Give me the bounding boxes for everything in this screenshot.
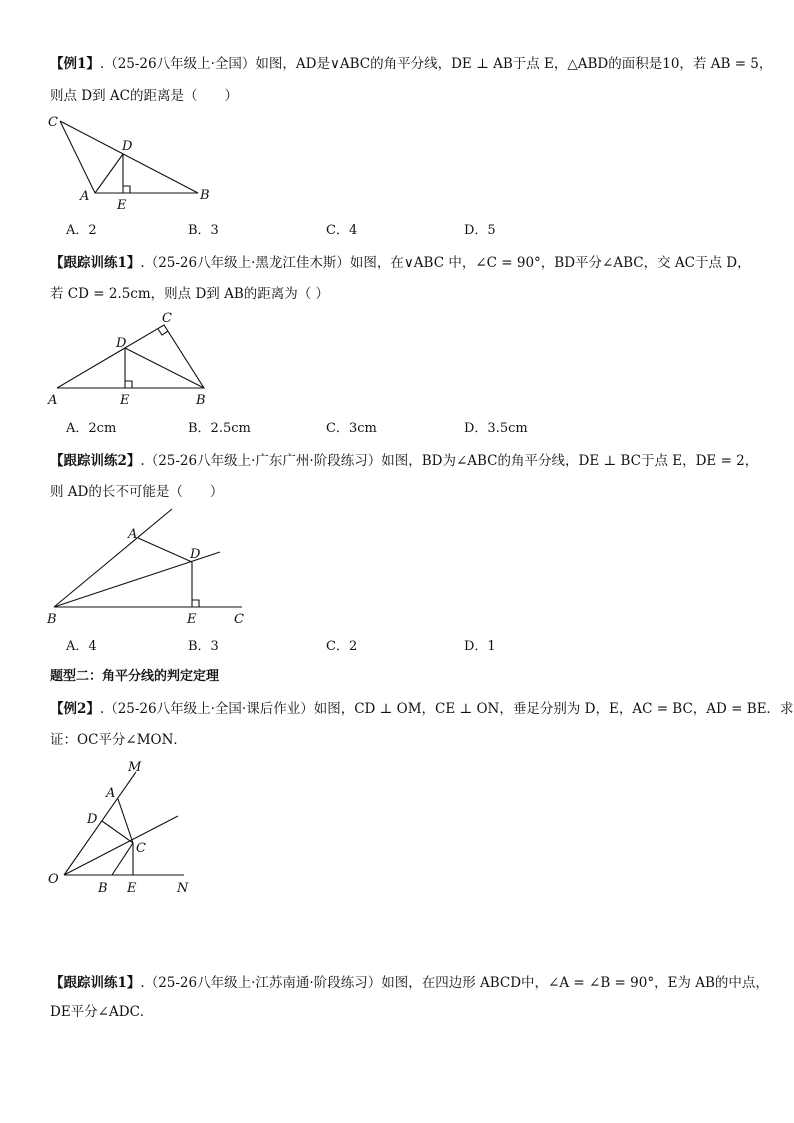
ex2-line2: 证：OC平分∠MON． (50, 732, 187, 748)
ex1-line2: 则点 D到 AC的距离是（ ） (50, 88, 238, 104)
tr2-label-c: C (234, 612, 244, 627)
tr1-text: .（25-26八年级上·黑龙江佳木斯）如图，在∨ABC 中，∠C = 90°，BD平分∠ABC，交 AC于点 D， (140, 255, 751, 271)
ex1-option-c[interactable]: C．4 (326, 223, 358, 238)
ex2-ray-oc (64, 816, 178, 875)
tr2-option-b[interactable]: B．3 (188, 639, 219, 654)
ex1-option-d[interactable]: D．5 (464, 223, 496, 238)
ex2-ray-om (64, 772, 136, 875)
section-title: 题型二：角平分线的判定定理 (50, 669, 220, 684)
ex2-label-e: E (127, 881, 137, 896)
ex2-label-n: N (177, 881, 189, 896)
ex1-right-angle (123, 186, 130, 193)
tr2-line1 (50, 451, 758, 471)
tr1-label-c: C (162, 311, 172, 326)
tr1-segment-bd (125, 348, 204, 388)
ex1-segment-ad (95, 154, 123, 193)
ex2-label-a: A (106, 786, 116, 801)
tr1-line2: 若 CD = 2.5cm，则点 D到 AB的距离为（ ） (50, 286, 330, 302)
tr1-figure (40, 308, 240, 408)
tr1-option-c[interactable]: C．3cm (326, 421, 377, 436)
ex2-figure (44, 755, 214, 900)
ex1-option-b[interactable]: B．3 (188, 223, 219, 238)
tr1-option-d[interactable]: D．3.5cm (464, 421, 528, 436)
tr1-tag: 【跟踪训练1】 (50, 255, 141, 271)
tr2-option-d[interactable]: D．1 (464, 639, 496, 654)
ex1-text: .（25-26八年级上·全国）如图，AD是∨ABC的角平分线，DE ⊥ AB于点 E，△ABD的面积是10，若 AB = 5， (99, 56, 773, 72)
tr2-label-b: B (47, 612, 57, 627)
ex1-label-a: A (80, 189, 90, 204)
tr2-text: .（25-26八年级上·广东广州·阶段练习）如图，BD为∠ABC的角平分线，DE ⊥ BC于点 E，DE = 2， (140, 453, 759, 469)
tr2-label-e: E (187, 612, 197, 627)
ex1-tag: 【例1】 (50, 56, 100, 72)
tr2-right-angle (192, 600, 199, 607)
tr2-option-a[interactable]: A．4 (66, 639, 97, 654)
ex1-line1 (50, 54, 772, 74)
ex2-label-d: D (87, 812, 98, 827)
tr3-tag: 【跟踪训练1】 (50, 975, 141, 991)
tr2-figure (40, 505, 260, 630)
tr1-option-a[interactable]: A．2cm (66, 421, 117, 436)
tr2-label-a: A (128, 527, 138, 542)
ex2-text: .（25-26八年级上·全国·课后作业）如图，CD ⊥ OM，CE ⊥ ON，垂足分别为 D，E，AC = BC，AD = BE．求 (99, 701, 794, 717)
tr3-line1 (50, 973, 769, 993)
ex2-line1 (50, 699, 794, 719)
ex2-label-b: B (98, 881, 108, 896)
tr2-option-c[interactable]: C．2 (326, 639, 358, 654)
tr2-label-d: D (190, 547, 201, 562)
ex2-tag: 【例2】 (50, 701, 100, 717)
ex2-label-o: O (48, 872, 59, 887)
tr2-segment-ad (138, 538, 192, 562)
ex1-label-b: B (200, 188, 210, 203)
ex1-label-e: E (117, 198, 127, 213)
ex1-label-c: C (48, 115, 58, 130)
ex1-triangle (60, 121, 198, 193)
ex1-label-d: D (122, 139, 133, 154)
tr3-text: .（25-26八年级上·江苏南通·阶段练习）如图，在四边形 ABCD中，∠A = ∠B = 90°，E为 AB的中点， (140, 975, 769, 991)
tr1-label-b: B (196, 393, 206, 408)
ex2-label-m: M (128, 760, 142, 775)
tr2-tag: 【跟踪训练2】 (50, 453, 141, 469)
tr1-right-angle-e (125, 381, 132, 388)
tr2-line2: 则 AD的长不可能是（ ） (50, 484, 224, 500)
ex1-figure (40, 112, 220, 212)
ex2-segment-ac (118, 799, 133, 843)
ex2-segment-dc (102, 821, 133, 843)
ex2-segment-bc (112, 843, 133, 875)
tr1-label-e: E (120, 393, 130, 408)
tr1-label-d: D (116, 336, 127, 351)
ex2-label-c: C (136, 841, 146, 856)
tr1-label-a: A (48, 393, 58, 408)
tr2-ray-ba (54, 509, 172, 607)
tr1-triangle (57, 325, 204, 388)
tr1-option-b[interactable]: B．2.5cm (188, 421, 251, 436)
tr3-line2: DE平分∠ADC． (50, 1004, 154, 1020)
tr1-line1 (50, 253, 751, 273)
ex1-option-a[interactable]: A．2 (66, 223, 97, 238)
